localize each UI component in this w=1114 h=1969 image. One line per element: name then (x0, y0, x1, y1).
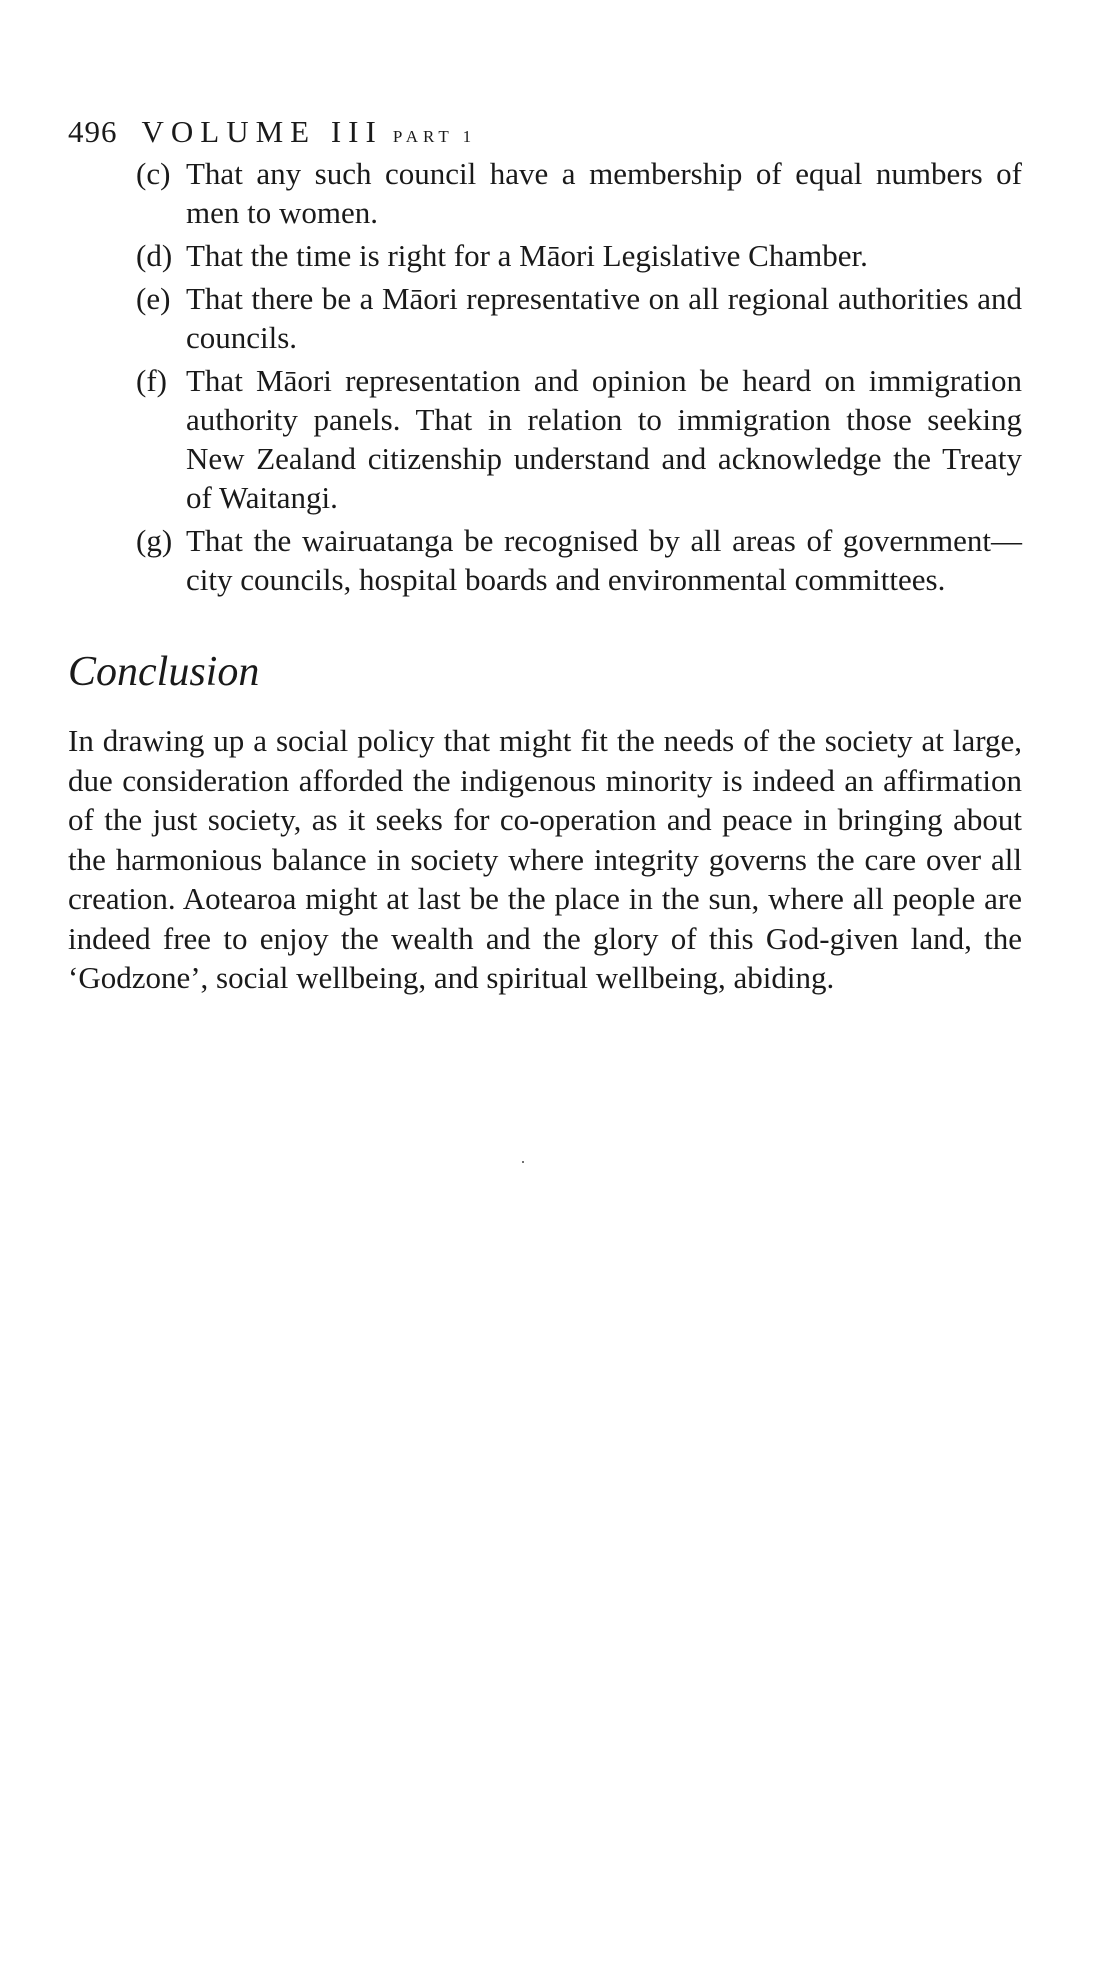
list-marker: (g) (136, 523, 173, 558)
section-heading: Conclusion (68, 649, 260, 695)
list-item-text: That the wairuatanga be recognised by all areas of government—city councils, hospital boards and environmental committees. (186, 523, 1022, 597)
page-number: 496 (68, 114, 118, 149)
recommendation-list (68, 154, 1022, 599)
list-item-text: That Māori representation and opinion be heard on immigration authority panels. That in relation to immigration those seeking New Zealand citizenship understand and acknowledge the Treaty of Waitangi. (186, 363, 1022, 515)
list-item-text: That the time is right for a Māori Legislative Chamber. (186, 238, 868, 273)
page (68, 112, 1022, 998)
list-marker: (e) (136, 281, 171, 316)
list-item-text: That any such council have a membership of equal numbers of men to women. (186, 156, 1022, 230)
list-item (68, 236, 1022, 275)
volume-label: VOLUME III (141, 114, 383, 149)
list-marker: (f) (136, 363, 167, 398)
list-item (68, 154, 1022, 232)
list-item (68, 361, 1022, 517)
list-marker: (d) (136, 238, 173, 273)
scan-speck (522, 1161, 524, 1163)
part-label: PART 1 (392, 127, 477, 146)
body-paragraph: In drawing up a social policy that might fit the needs of the society at large, due consideration afforded the indigenous minority is indeed an affirmation of the just society, as it seeks for co-operation and peace in bringing about the harmonious balance in society where integrity governs the care over all creation. Aotearoa might at last be the place in the sun, where all people are indeed free to enjoy the wealth and the glory of this God-given land, the ‘Godzone’, social wellbeing, and spiritual wellbeing, abiding. (68, 723, 1022, 995)
list-marker: (c) (136, 156, 171, 191)
list-item (68, 279, 1022, 357)
running-head (68, 112, 1022, 152)
list-item-text: That there be a Māori representative on all regional authorities and councils. (186, 281, 1022, 355)
list-item (68, 521, 1022, 599)
